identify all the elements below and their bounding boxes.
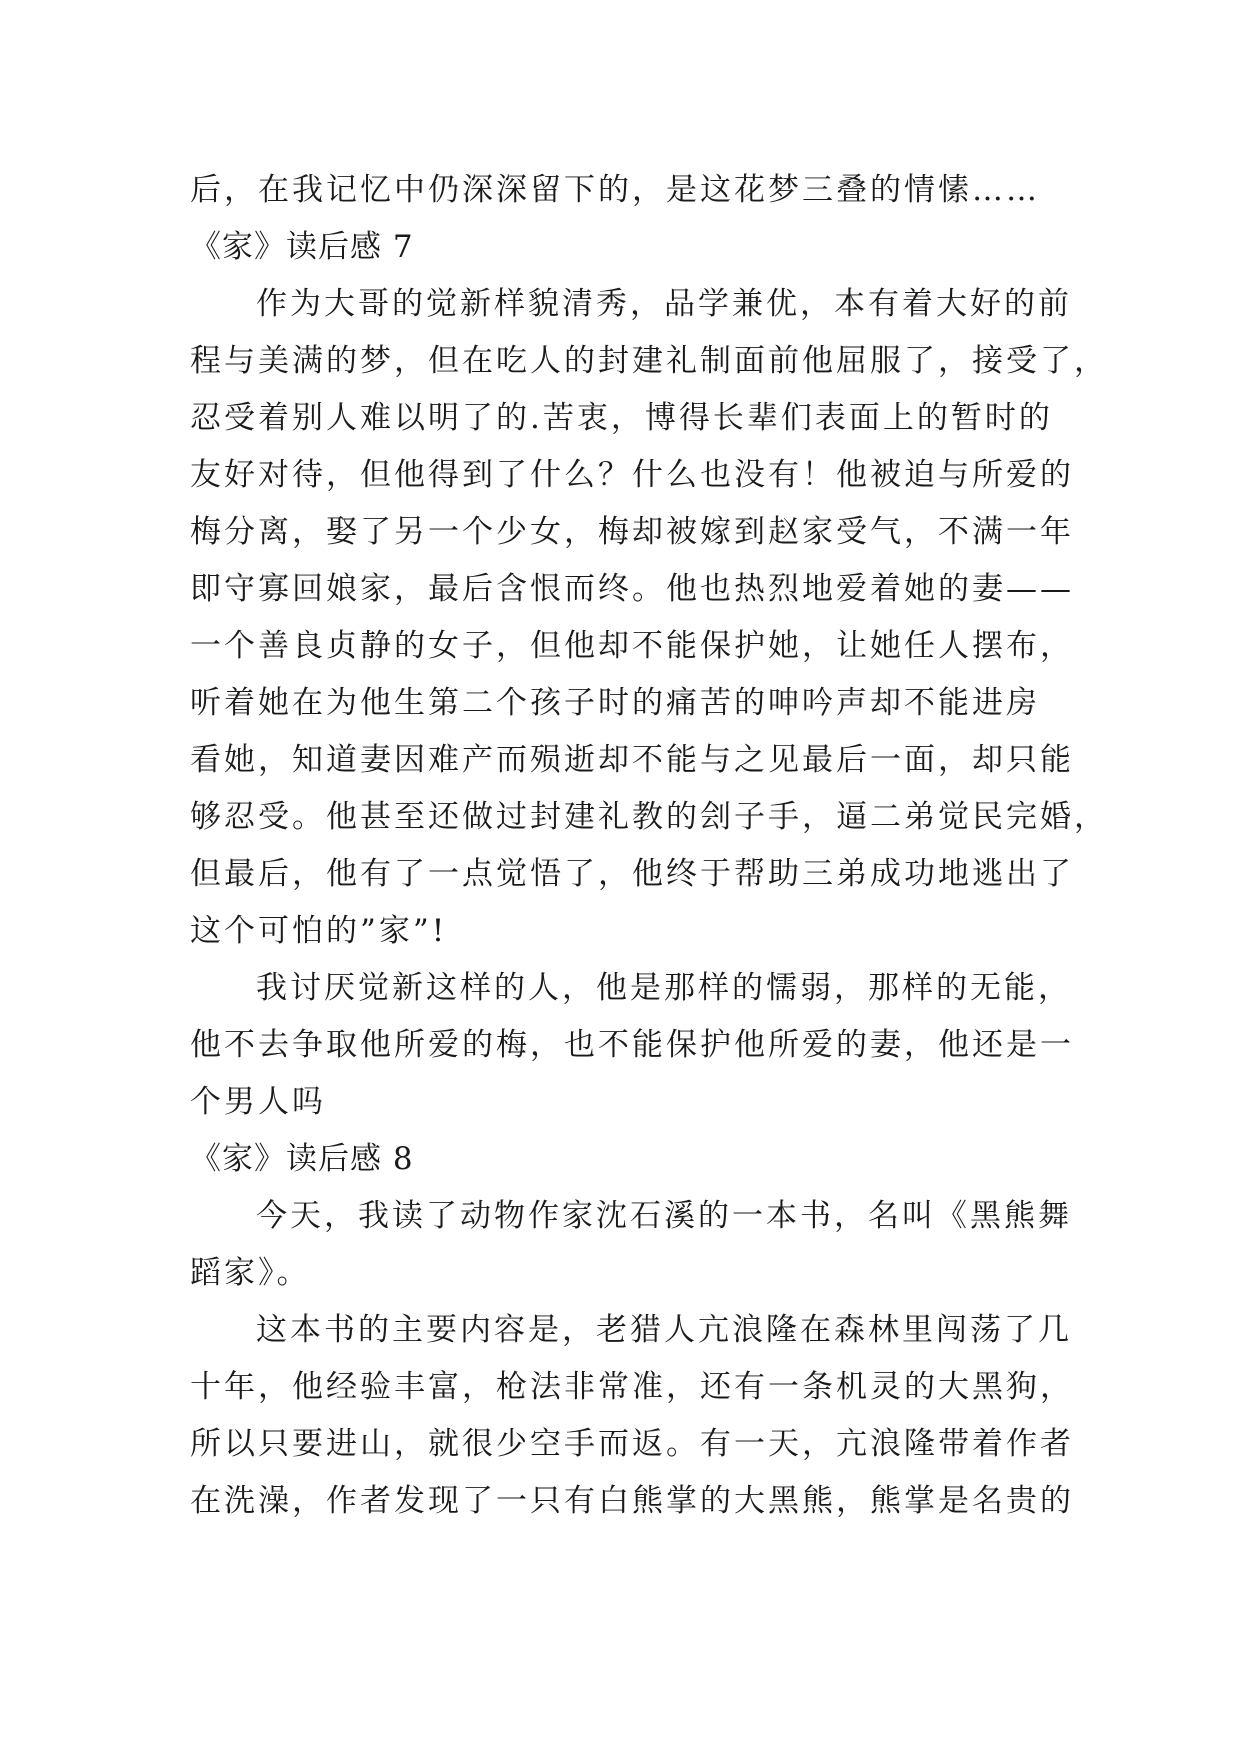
text-line: 十年，他经验丰富，枪法非常准，还有一条机灵的大黑狗， (190, 1369, 1074, 1405)
paragraph-first-line: 今天，我读了动物作家沈石溪的一本书，名叫《黑熊舞 (256, 1198, 1072, 1234)
section-heading: 《家》读后感 8 (190, 1141, 414, 1177)
text-line: 这个可怕的”家”! (190, 913, 448, 949)
text-line: 忍受着别人难以明了的.苦衷，博得长辈们表面上的暂时的 (190, 400, 1053, 436)
text-line: 一个善良贞静的女子，但他却不能保护她，让她任人摆布， (190, 628, 1074, 664)
text-line: 后，在我记忆中仍深深留下的，是这花梦三叠的情愫…… (190, 172, 1040, 208)
section-heading: 《家》读后感 7 (190, 229, 414, 265)
text-line: 即守寡回娘家，最后含恨而终。他也热烈地爱着她的妻—— (190, 571, 1074, 607)
text-line: 个男人吗 (190, 1084, 326, 1120)
text-line: 看她，知道妻因难产而殒逝却不能与之见最后一面，却只能 (190, 742, 1074, 778)
text-line: 所以只要进山，就很少空手而返。有一天，亢浪隆带着作者 (190, 1426, 1074, 1462)
text-line: 够忍受。他甚至还做过封建礼教的刽子手，逼二弟觉民完婚， (190, 799, 1108, 835)
document-page (190, 162, 1108, 1530)
paragraph-first-line: 我讨厌觉新这样的人，他是那样的懦弱，那样的无能， (256, 970, 1072, 1006)
text-line: 蹈家》。 (190, 1255, 311, 1291)
paragraph-first-line: 作为大哥的觉新样貌清秀，品学兼优，本有着大好的前 (256, 286, 1072, 322)
text-line: 梅分离，娶了另一个少女，梅却被嫁到赵家受气，不满一年 (190, 514, 1074, 550)
text-line: 程与美满的梦，但在吃人的封建礼制面前他屈服了，接受了， (190, 343, 1108, 379)
text-line: 听着她在为他生第二个孩子时的痛苦的呻吟声却不能进房 (190, 685, 1040, 721)
paragraph-first-line: 这本书的主要内容是，老猎人亢浪隆在森林里闯荡了几 (256, 1312, 1072, 1348)
text-line: 友好对待，但他得到了什么？什么也没有！他被迫与所爱的 (190, 457, 1074, 493)
text-line: 他不去争取他所爱的梅，也不能保护他所爱的妻，他还是一 (190, 1027, 1074, 1063)
text-line: 在洗澡，作者发现了一只有白熊掌的大黑熊，熊掌是名贵的 (190, 1483, 1074, 1519)
text-line: 但最后，他有了一点觉悟了，他终于帮助三弟成功地逃出了 (190, 856, 1074, 892)
